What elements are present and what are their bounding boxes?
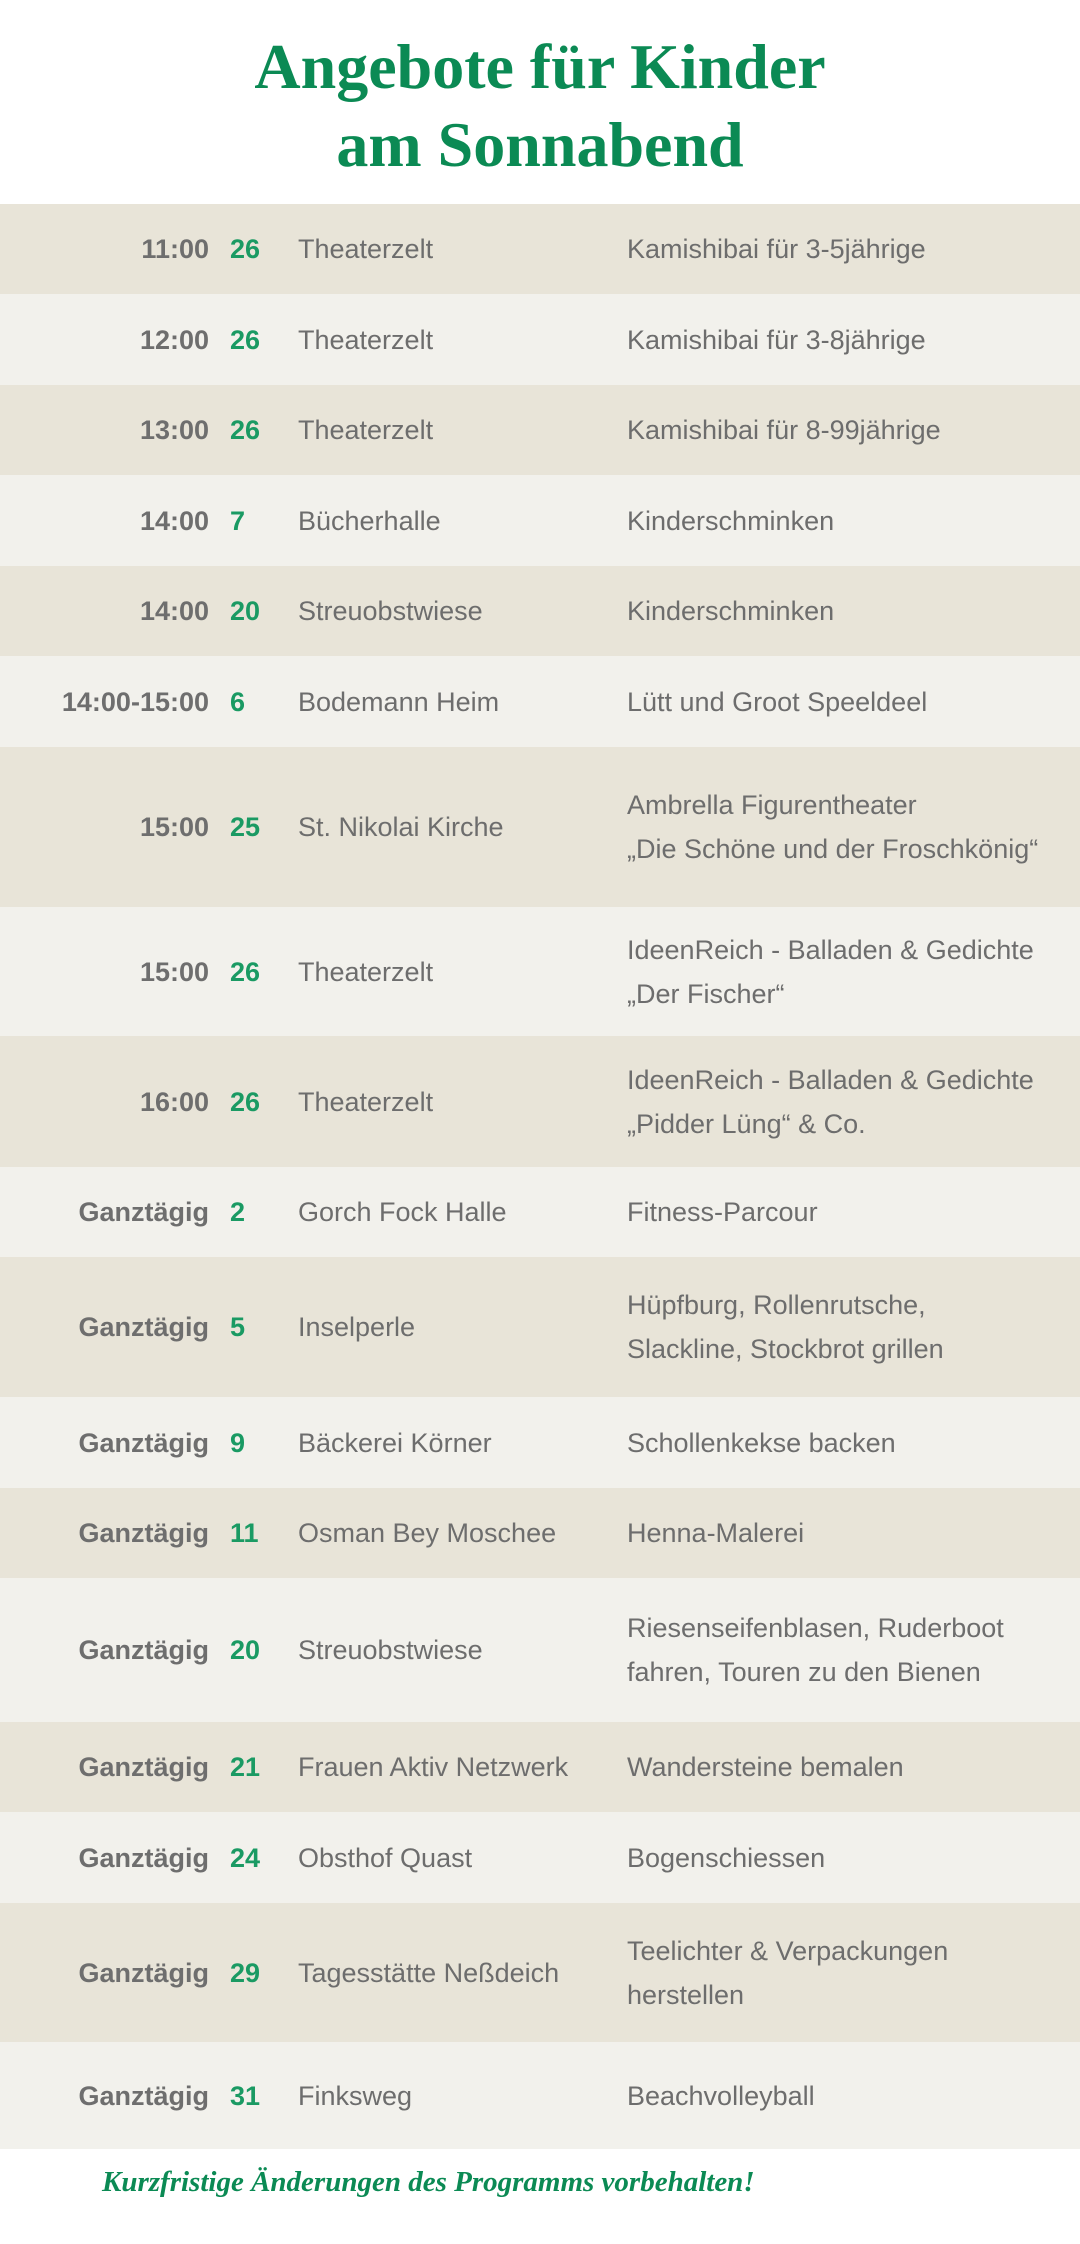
offer-line: Kamishibai für 8-99jährige [627,415,941,445]
row-location-number: 9 [230,1427,246,1458]
table-row [0,1903,1080,2042]
row-place: St. Nikolai Kirche [298,812,504,842]
offer-line: „Der Fischer“ [627,978,785,1009]
row-place: Frauen Aktiv Netzwerk [298,1752,569,1782]
table-row [0,656,1080,747]
offer-line: IdeenReich - Balladen & Gedichte [627,934,1034,965]
row-offer [627,907,1077,1036]
row-offer [627,1903,1077,2042]
row-offer [627,475,1077,566]
table-row [0,204,1080,294]
row-time: Ganztägig [78,1635,209,1665]
row-place: Gorch Fock Halle [298,1197,507,1227]
row-offer [627,1167,1077,1257]
table-row [0,1397,1080,1488]
row-offer [627,1722,1077,1812]
table-row [0,2042,1080,2149]
row-place: Osman Bey Moschee [298,1518,557,1548]
offer-line: Hüpfburg, Rollenrutsche, [627,1290,926,1320]
offer-line: Henna-Malerei [627,1518,805,1548]
row-location-number: 2 [230,1197,246,1227]
row-time: Ganztägig [78,1197,209,1227]
row-place: Finksweg [298,2080,413,2111]
row-location-number: 25 [230,812,261,842]
row-place: Bäckerei Körner [298,1427,492,1458]
offer-line: Kinderschminken [627,505,835,536]
row-time: Ganztägig [78,1427,209,1458]
row-location-number: 7 [230,505,246,536]
offer-line: Beachvolleyball [627,2080,815,2111]
row-time: 15:00 [139,812,209,842]
offer-line: Fitness-Parcour [627,1197,818,1227]
row-offer [627,2042,1077,2149]
offer-line: fahren, Touren zu den Bienen [627,1657,981,1687]
row-location-number: 26 [230,415,261,445]
table-row [0,1167,1080,1257]
row-place: Obsthof Quast [298,1842,473,1873]
offer-line: Kamishibai für 3-8jährige [627,324,926,355]
table-row [0,1578,1080,1722]
row-location-number: 26 [230,234,261,264]
row-time: 15:00 [139,956,209,987]
row-offer [627,204,1077,294]
offer-line: IdeenReich - Balladen & Gedichte [627,1064,1034,1095]
row-time: 11:00 [141,234,209,264]
row-place: Theaterzelt [298,324,434,355]
table-row [0,1036,1080,1167]
row-time: Ganztägig [78,1312,209,1342]
row-time: 14:00 [139,505,209,536]
row-place: Theaterzelt [298,415,434,445]
offer-line: Lütt und Groot Speeldeel [627,686,928,717]
offer-line: Kamishibai für 3-5jährige [627,234,926,264]
table-row [0,1488,1080,1578]
offer-line: Bogenschiessen [627,1842,826,1873]
row-offer [627,1397,1077,1488]
row-location-number: 29 [230,1957,261,1988]
offer-line: Kinderschminken [627,596,835,626]
row-offer [627,1488,1077,1578]
row-location-number: 26 [230,956,261,987]
table-row [0,1812,1080,1903]
row-offer [627,294,1077,385]
row-location-number: 20 [230,1635,261,1665]
row-place: Bücherhalle [298,505,441,536]
row-time: 14:00-15:00 [61,686,209,717]
row-location-number: 5 [230,1312,246,1342]
row-place: Streuobstwiese [298,596,483,626]
row-place: Bodemann Heim [298,686,500,717]
row-location-number: 31 [230,2080,261,2111]
row-offer [627,1257,1077,1397]
row-location-number: 20 [230,596,261,626]
row-location-number: 21 [230,1752,261,1782]
title-line-1: Angebote für Kinder [254,31,826,102]
row-location-number: 6 [230,686,246,717]
table-row [0,747,1080,907]
table-row [0,566,1080,656]
offer-line: Wandersteine bemalen [627,1752,904,1782]
table-row [0,385,1080,475]
row-place: Theaterzelt [298,1086,434,1117]
offer-line: Schollenkekse backen [627,1427,896,1458]
row-location-number: 11 [230,1518,259,1548]
offer-line: Slackline, Stockbrot grillen [627,1334,944,1364]
row-offer [627,1578,1077,1722]
row-location-number: 26 [230,324,261,355]
offer-line: Ambrella Figurentheater [627,790,917,820]
table-row [0,1257,1080,1397]
row-place: Inselperle [298,1312,416,1342]
row-location-number: 24 [230,1842,261,1873]
offer-line: „Pidder Lüng“ & Co. [627,1108,866,1139]
table-row [0,475,1080,566]
row-offer [627,656,1077,747]
row-offer [627,1812,1077,1903]
row-time: Ganztägig [78,1752,209,1782]
row-place: Streuobstwiese [298,1635,483,1665]
row-time: Ganztägig [78,2080,209,2111]
row-time: 16:00 [139,1086,209,1117]
page-title [0,28,1080,184]
schedule-table [0,204,1080,2149]
table-row [0,294,1080,385]
row-offer [627,747,1077,907]
row-time: Ganztägig [78,1518,209,1548]
offer-line: „Die Schöne und der Froschkönig“ [627,834,1039,864]
row-time: Ganztägig [78,1842,209,1873]
row-offer [627,1036,1077,1167]
row-time: 13:00 [139,415,209,445]
row-place: Tagesstätte Neßdeich [298,1957,560,1988]
table-row [0,1722,1080,1812]
offer-line: Riesenseifenblasen, Ruderboot [627,1613,1004,1643]
row-time: 12:00 [139,324,209,355]
offer-line: herstellen [627,1979,745,2010]
offer-line: Teelichter & Verpackungen [627,1935,949,1966]
row-place: Theaterzelt [298,234,434,264]
row-place: Theaterzelt [298,956,434,987]
row-offer [627,385,1077,475]
table-row [0,907,1080,1036]
row-location-number: 26 [230,1086,261,1117]
row-offer [627,566,1077,656]
title-line-2: am Sonnabend [336,109,744,180]
disclaimer-note: Kurzfristige Änderungen des Programms vorbehalten! [102,2166,755,2198]
row-time: 14:00 [139,596,209,626]
row-time: Ganztägig [78,1957,209,1988]
